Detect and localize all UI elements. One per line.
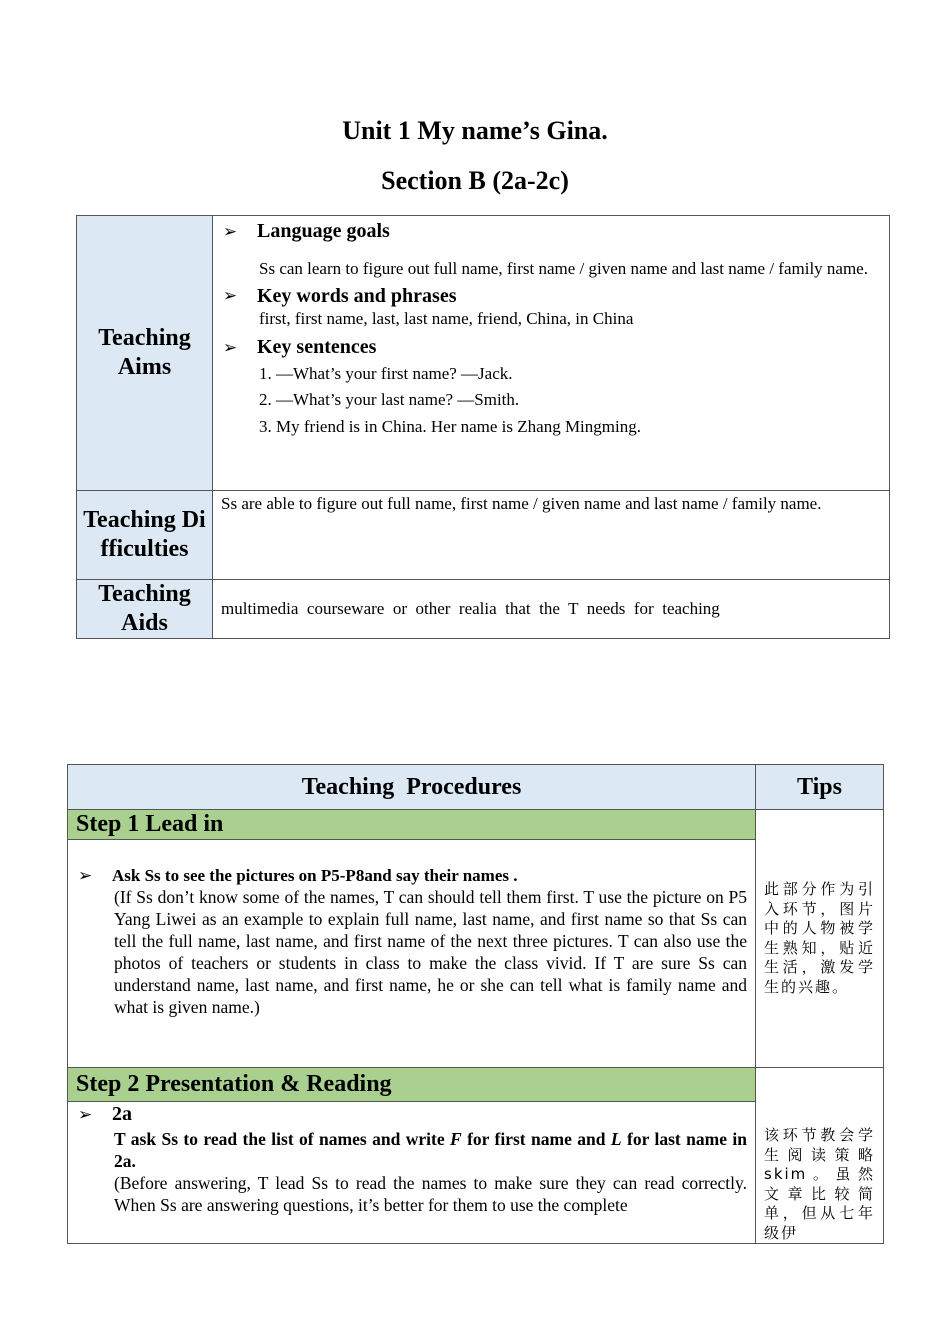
aids-row (77, 580, 890, 639)
teaching-procedures-table (67, 764, 884, 1244)
procedures-header-row (68, 765, 884, 810)
aids-content: multimedia courseware or other realia that the T needs for teaching (213, 580, 890, 639)
tips-header: Tips (756, 765, 884, 810)
step1-bullet: ➢ Ask Ss to see the pictures on P5-P8and say their names . (78, 866, 518, 886)
arrow-bullet-icon: ➢ (223, 286, 238, 306)
sentence-item: 3. My friend is in China. Her name is Zhang Mingming. (259, 417, 641, 436)
arrow-bullet-icon: ➢ (223, 221, 238, 242)
aims-label-text: Teaching Aims (98, 325, 191, 380)
step2-title-row (68, 1068, 884, 1102)
arrow-bullet-icon: ➢ (78, 1104, 93, 1125)
step2-bullet: ➢ 2a (78, 1103, 132, 1126)
key-words-text: first, first name, last, last name, friend, China, in China (259, 309, 634, 328)
difficulties-content (213, 491, 890, 580)
key-words-heading: ➢ Key words and phrases (223, 284, 457, 307)
language-goals-heading: ➢ Language goals (223, 220, 390, 242)
difficulties-label-text: Teaching Difficulties (83, 507, 206, 562)
language-goals-text: Ss can learn to figure out full name, first name / given name and last name / family name. (259, 259, 868, 278)
difficulties-text: Ss are able to figure out full name, first name / given name and last name / family name. (221, 494, 822, 513)
sentence-item: 1. —What’s your first name? —Jack. (259, 364, 513, 383)
step1-tips: 此部分作为引入环节，图片中的人物被学生熟知，贴近生活，激发学生的兴趣。 (756, 810, 884, 1068)
difficulties-label (77, 491, 213, 580)
step2-title: Step 2 Presentation & Reading (68, 1068, 756, 1102)
aims-content (213, 216, 890, 491)
key-sentences-heading: ➢ Key sentences (223, 336, 377, 358)
arrow-bullet-icon: ➢ (223, 337, 238, 358)
aims-row (77, 216, 890, 491)
aids-label-text: Teaching Aids (98, 581, 191, 636)
aims-label (77, 216, 213, 491)
step2-body: (Before answering, T lead Ss to read the names to make sure they can read correctly. When Ss are answering questions, it’s better for them to use the complete (114, 1172, 747, 1215)
step1-content (68, 840, 756, 1068)
aids-label (77, 580, 213, 639)
step1-title: Step 1 Lead in (68, 810, 756, 840)
difficulties-row (77, 491, 890, 580)
step1-title-row (68, 810, 884, 840)
step1-body: (If Ss don’t know some of the names, T can should tell them first. T use the picture on P5 Yang Liwei as an example to explain full name, last name, and first name so that Ss can tell the full name, last name, and first name of the next three pictures. T can also use the photos of teachers or students in class to make the class vivid. If T are sure Ss can understand name, last name, and first name, he or she can tell what is family name and what is given name.) (114, 887, 747, 1017)
document-subtitle: Section B (2a-2c) (381, 166, 569, 195)
arrow-bullet-icon: ➢ (78, 866, 93, 886)
procedures-header: Teaching Procedures (68, 765, 756, 810)
document-title: Unit 1 My name’s Gina. (342, 116, 608, 145)
step2-content (68, 1101, 756, 1243)
teaching-aims-table (76, 215, 890, 639)
step2-tips: 该环节教会学生阅读策略skim。虽然文章比较简单，但从七年级伊 (756, 1068, 884, 1244)
step2-instruction: T ask Ss to read the list of names and write F for first name and L for last name in 2a. (114, 1128, 747, 1171)
sentence-item: 2. —What’s your last name? —Smith. (259, 390, 520, 409)
